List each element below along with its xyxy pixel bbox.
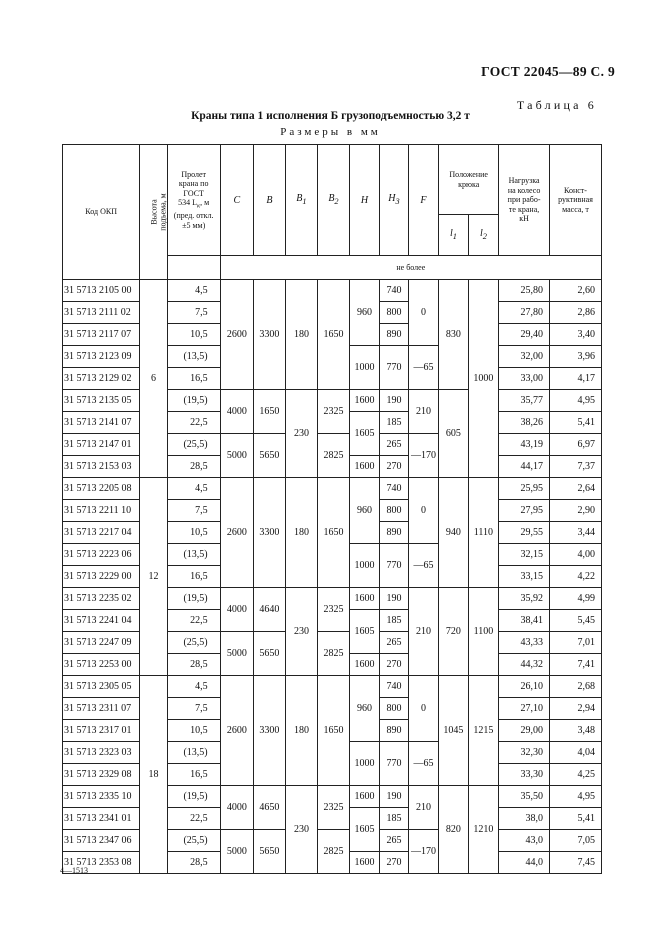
load-cell: 25,95 <box>499 478 550 500</box>
load-cell: 43,19 <box>499 434 550 456</box>
b2-cell: 2825 <box>318 632 350 676</box>
header-b1: $B_1$ <box>285 145 318 256</box>
span-cell: 28,5 <box>167 654 220 676</box>
span-cell: 22,5 <box>167 412 220 434</box>
data-table <box>62 144 602 874</box>
header-hook: Положение крюка <box>439 145 499 215</box>
load-cell: 38,0 <box>499 808 550 830</box>
mass-cell: 2,68 <box>550 676 602 698</box>
span-cell: (13,5) <box>167 346 220 368</box>
b1-cell: 230 <box>285 390 318 478</box>
mass-cell: 7,01 <box>550 632 602 654</box>
span-cell: (25,5) <box>167 830 220 852</box>
code-cell: 31 5713 2329 08 <box>63 764 140 786</box>
header-h3: $H_3$ <box>380 145 408 256</box>
code-cell: 31 5713 2311 07 <box>63 698 140 720</box>
code-cell: 31 5713 2347 06 <box>63 830 140 852</box>
h-cell: 1600 <box>349 852 380 874</box>
h3-cell: 185 <box>380 610 408 632</box>
load-cell: 35,77 <box>499 390 550 412</box>
mass-cell: 3,40 <box>550 324 602 346</box>
header-code: Код ОКП <box>63 145 140 280</box>
span-cell: 10,5 <box>167 720 220 742</box>
load-cell: 43,33 <box>499 632 550 654</box>
code-cell: 31 5713 2305 05 <box>63 676 140 698</box>
load-cell: 44,0 <box>499 852 550 874</box>
load-cell: 27,95 <box>499 500 550 522</box>
l1-cell: 820 <box>439 786 468 874</box>
page-header: ГОСТ 22045—89 С. 9 <box>481 64 615 79</box>
load-cell: 32,15 <box>499 544 550 566</box>
h-cell: 960 <box>349 280 380 346</box>
h-cell: 1605 <box>349 610 380 654</box>
mass-cell: 5,41 <box>550 808 602 830</box>
f-cell: —65 <box>408 346 439 390</box>
mass-cell: 3,96 <box>550 346 602 368</box>
h-cell: 1600 <box>349 390 380 412</box>
mass-cell: 4,04 <box>550 742 602 764</box>
load-cell: 33,30 <box>499 764 550 786</box>
c-cell: 2600 <box>220 676 254 786</box>
b2-cell: 2325 <box>318 390 350 434</box>
h3-cell: 800 <box>380 500 408 522</box>
span-cell: 16,5 <box>167 566 220 588</box>
load-cell: 29,40 <box>499 324 550 346</box>
h3-cell: 190 <box>380 786 408 808</box>
h3-cell: 270 <box>380 456 408 478</box>
h-cell: 1000 <box>349 742 380 786</box>
code-cell: 31 5713 2105 00 <box>63 280 140 302</box>
code-cell: 31 5713 2217 04 <box>63 522 140 544</box>
b-cell: 3300 <box>254 280 286 390</box>
header-b2: $B_2$ <box>318 145 350 256</box>
code-cell: 31 5713 2211 10 <box>63 500 140 522</box>
b-cell: 5650 <box>254 830 286 874</box>
h-cell: 1000 <box>349 346 380 390</box>
span-cell: 10,5 <box>167 522 220 544</box>
h3-cell: 185 <box>380 808 408 830</box>
header-height: Высота подъема, м <box>140 145 167 280</box>
load-cell: 32,00 <box>499 346 550 368</box>
span-cell: 4,5 <box>167 676 220 698</box>
span-cell: 7,5 <box>167 302 220 324</box>
mass-cell: 7,41 <box>550 654 602 676</box>
load-cell: 32,30 <box>499 742 550 764</box>
h3-cell: 190 <box>380 588 408 610</box>
l1-cell: 605 <box>439 390 468 478</box>
l1-cell: 940 <box>439 478 468 588</box>
mass-cell: 5,45 <box>550 610 602 632</box>
code-cell: 31 5713 2129 02 <box>63 368 140 390</box>
l2-cell: 1210 <box>468 786 499 874</box>
header-f: F <box>408 145 439 256</box>
code-cell: 31 5713 2223 06 <box>63 544 140 566</box>
load-cell: 43,0 <box>499 830 550 852</box>
h3-cell: 185 <box>380 412 408 434</box>
b2-cell: 2825 <box>318 830 350 874</box>
load-cell: 26,10 <box>499 676 550 698</box>
code-cell: 31 5713 2341 01 <box>63 808 140 830</box>
header-span: Пролет крана по ГОСТ 534 $L_к$, м (пред. откл. ±5 мм) <box>167 145 220 256</box>
f-cell: 0 <box>408 478 439 544</box>
f-cell: 0 <box>408 676 439 742</box>
span-cell: (25,5) <box>167 434 220 456</box>
h-cell: 960 <box>349 478 380 544</box>
load-cell: 44,32 <box>499 654 550 676</box>
table-subtitle: Размеры в мм <box>280 126 381 138</box>
f-cell: 210 <box>408 390 439 434</box>
b2-cell: 1650 <box>318 478 350 588</box>
code-cell: 31 5713 2135 05 <box>63 390 140 412</box>
mass-cell: 4,95 <box>550 786 602 808</box>
span-cell: 22,5 <box>167 610 220 632</box>
f-cell: —65 <box>408 544 439 588</box>
c-cell: 5000 <box>220 830 254 874</box>
h3-cell: 800 <box>380 302 408 324</box>
height-cell: 18 <box>140 676 167 874</box>
f-cell: —170 <box>408 434 439 478</box>
code-cell: 31 5713 2141 07 <box>63 412 140 434</box>
code-cell: 31 5713 2241 04 <box>63 610 140 632</box>
mass-cell: 2,94 <box>550 698 602 720</box>
b-cell: 5650 <box>254 632 286 676</box>
code-cell: 31 5713 2253 00 <box>63 654 140 676</box>
mass-cell: 4,00 <box>550 544 602 566</box>
c-cell: 5000 <box>220 434 254 478</box>
span-cell: (19,5) <box>167 390 220 412</box>
code-cell: 31 5713 2153 03 <box>63 456 140 478</box>
h3-cell: 890 <box>380 522 408 544</box>
span-cell: 16,5 <box>167 368 220 390</box>
h3-cell: 740 <box>380 280 408 302</box>
l2-cell: 1000 <box>468 280 499 478</box>
table-row <box>63 280 602 302</box>
mass-cell: 3,44 <box>550 522 602 544</box>
mass-cell: 4,99 <box>550 588 602 610</box>
b2-cell: 2825 <box>318 434 350 478</box>
load-cell: 29,00 <box>499 720 550 742</box>
c-cell: 2600 <box>220 280 254 390</box>
load-cell: 44,17 <box>499 456 550 478</box>
load-cell: 27,80 <box>499 302 550 324</box>
l2-cell: 1110 <box>468 478 499 588</box>
load-cell: 27,10 <box>499 698 550 720</box>
h-cell: 1600 <box>349 654 380 676</box>
header-b: B <box>254 145 286 256</box>
span-cell: 16,5 <box>167 764 220 786</box>
h-cell: 1605 <box>349 412 380 456</box>
h-cell: 1600 <box>349 588 380 610</box>
c-cell: 5000 <box>220 632 254 676</box>
header-h: H <box>349 145 380 256</box>
b1-cell: 230 <box>285 588 318 676</box>
height-cell: 6 <box>140 280 167 478</box>
load-cell: 29,55 <box>499 522 550 544</box>
h3-cell: 265 <box>380 632 408 654</box>
span-cell: (13,5) <box>167 544 220 566</box>
h3-cell: 770 <box>380 742 408 786</box>
h3-cell: 800 <box>380 698 408 720</box>
b2-cell: 2325 <box>318 786 350 830</box>
b-cell: 3300 <box>254 478 286 588</box>
span-cell: (19,5) <box>167 588 220 610</box>
h-cell: 1600 <box>349 786 380 808</box>
header-l2: $l_2$ <box>468 215 499 256</box>
h3-cell: 190 <box>380 390 408 412</box>
code-cell: 31 5713 2335 10 <box>63 786 140 808</box>
span-cell: 7,5 <box>167 698 220 720</box>
mass-cell: 7,45 <box>550 852 602 874</box>
mass-cell: 2,90 <box>550 500 602 522</box>
span-cell: (19,5) <box>167 786 220 808</box>
c-cell: 4000 <box>220 588 254 632</box>
h3-cell: 890 <box>380 324 408 346</box>
mass-cell: 4,25 <box>550 764 602 786</box>
f-cell: 0 <box>408 280 439 346</box>
mass-cell: 2,86 <box>550 302 602 324</box>
b-cell: 3300 <box>254 676 286 786</box>
b1-cell: 180 <box>285 478 318 588</box>
b-cell: 5650 <box>254 434 286 478</box>
h-cell: 1605 <box>349 808 380 852</box>
c-cell: 4000 <box>220 786 254 830</box>
height-cell: 12 <box>140 478 167 676</box>
span-cell: 7,5 <box>167 500 220 522</box>
table-title: Краны типа 1 исполнения Б грузоподъемностью 3,2 т <box>191 110 470 122</box>
mass-cell: 4,95 <box>550 390 602 412</box>
h3-cell: 265 <box>380 830 408 852</box>
load-cell: 38,41 <box>499 610 550 632</box>
load-cell: 38,26 <box>499 412 550 434</box>
h-cell: 1600 <box>349 456 380 478</box>
h3-cell: 740 <box>380 478 408 500</box>
b1-cell: 180 <box>285 280 318 390</box>
header-c: C <box>220 145 254 256</box>
l1-cell: 1045 <box>439 676 468 786</box>
span-cell: 22,5 <box>167 808 220 830</box>
code-cell: 31 5713 2247 09 <box>63 632 140 654</box>
mass-cell: 4,17 <box>550 368 602 390</box>
span-cell: 4,5 <box>167 280 220 302</box>
h3-cell: 270 <box>380 852 408 874</box>
mass-cell: 3,48 <box>550 720 602 742</box>
code-cell: 31 5713 2323 03 <box>63 742 140 764</box>
b-cell: 4650 <box>254 786 286 830</box>
span-cell: 4,5 <box>167 478 220 500</box>
load-cell: 33,15 <box>499 566 550 588</box>
load-cell: 25,80 <box>499 280 550 302</box>
mass-cell: 2,60 <box>550 280 602 302</box>
b1-cell: 180 <box>285 676 318 786</box>
header-l1: $l_1$ <box>439 215 468 256</box>
load-cell: 35,92 <box>499 588 550 610</box>
h-cell: 960 <box>349 676 380 742</box>
h3-cell: 265 <box>380 434 408 456</box>
code-cell: 31 5713 2317 01 <box>63 720 140 742</box>
h3-cell: 270 <box>380 654 408 676</box>
code-cell: 31 5713 2147 01 <box>63 434 140 456</box>
b2-cell: 1650 <box>318 676 350 786</box>
b2-cell: 2325 <box>318 588 350 632</box>
f-cell: —65 <box>408 742 439 786</box>
b2-cell: 1650 <box>318 280 350 390</box>
table-row <box>63 478 602 500</box>
code-cell: 31 5713 2235 02 <box>63 588 140 610</box>
mass-cell: 5,41 <box>550 412 602 434</box>
h-cell: 1000 <box>349 544 380 588</box>
span-cell: 28,5 <box>167 456 220 478</box>
span-cell: (13,5) <box>167 742 220 764</box>
page-footer: 4—1513 <box>60 866 88 875</box>
code-cell: 31 5713 2117 07 <box>63 324 140 346</box>
h3-cell: 740 <box>380 676 408 698</box>
code-cell: 31 5713 2353 08 <box>63 852 140 874</box>
b1-cell: 230 <box>285 786 318 874</box>
header-load: Нагрузка на колесо при рабо- те крана, кН <box>499 145 550 256</box>
load-cell: 35,50 <box>499 786 550 808</box>
c-cell: 2600 <box>220 478 254 588</box>
table-label: Таблица 6 <box>516 98 597 112</box>
mass-cell: 4,22 <box>550 566 602 588</box>
code-cell: 31 5713 2229 00 <box>63 566 140 588</box>
code-cell: 31 5713 2111 02 <box>63 302 140 324</box>
b-cell: 1650 <box>254 390 286 434</box>
load-cell: 33,00 <box>499 368 550 390</box>
h3-cell: 770 <box>380 544 408 588</box>
f-cell: 210 <box>408 588 439 676</box>
h3-cell: 770 <box>380 346 408 390</box>
header-max-note: не более <box>220 256 601 280</box>
code-cell: 31 5713 2205 08 <box>63 478 140 500</box>
span-cell: 28,5 <box>167 852 220 874</box>
mass-cell: 7,05 <box>550 830 602 852</box>
l2-cell: 1215 <box>468 676 499 786</box>
code-cell: 31 5713 2123 09 <box>63 346 140 368</box>
mass-cell: 2,64 <box>550 478 602 500</box>
b-cell: 4640 <box>254 588 286 632</box>
f-cell: —170 <box>408 830 439 874</box>
header-mass: Конст- руктивная масса, т <box>550 145 602 256</box>
l1-cell: 720 <box>439 588 468 676</box>
f-cell: 210 <box>408 786 439 830</box>
mass-cell: 6,97 <box>550 434 602 456</box>
span-cell: 10,5 <box>167 324 220 346</box>
table-row <box>63 676 602 698</box>
c-cell: 4000 <box>220 390 254 434</box>
span-cell: (25,5) <box>167 632 220 654</box>
l2-cell: 1100 <box>468 588 499 676</box>
mass-cell: 7,37 <box>550 456 602 478</box>
h3-cell: 890 <box>380 720 408 742</box>
l1-cell: 830 <box>439 280 468 390</box>
